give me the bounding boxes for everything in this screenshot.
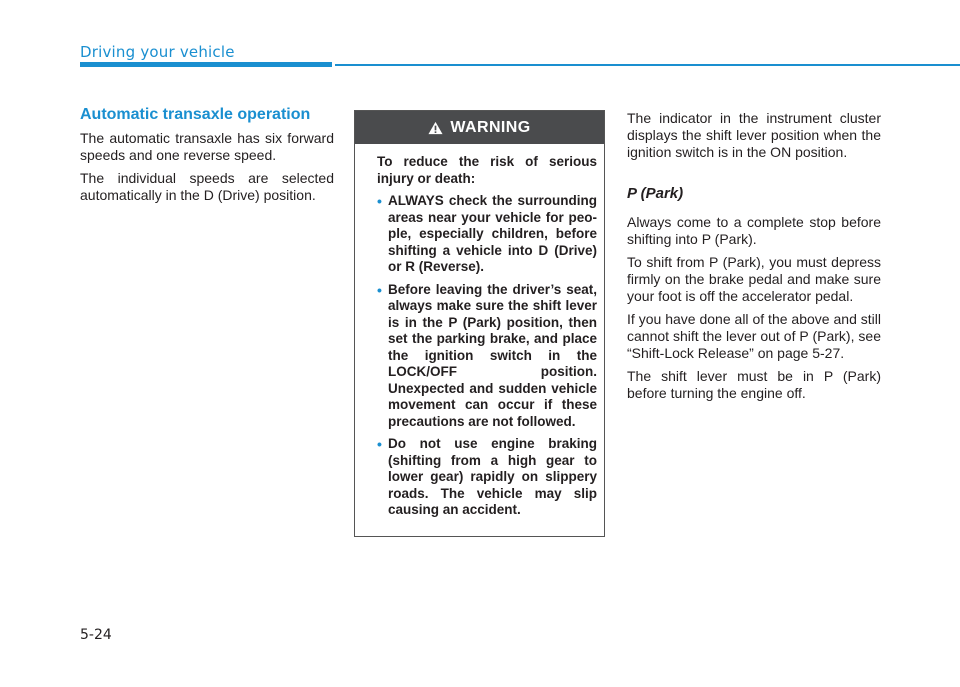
warning-item-text: ALWAYS check the surrounding areas near your vehicle for people, especially children, before shifting a vehicle into D (Drive) or R (Reverse). [388, 193, 597, 274]
warning-box [354, 110, 605, 537]
header-rule-thin [335, 64, 960, 66]
paragraph: The indicator in the instrument cluster displays the shift lever position when the ignition switch is in the ON position. [627, 110, 881, 160]
warning-item [377, 193, 597, 276]
bullet-icon: • [377, 436, 382, 452]
warning-triangle-icon [428, 121, 443, 135]
warning-item-text: Do not use engine braking (shifting from a high gear to lower gear) rapidly on slippery roads. The vehicle may slip causing an accident. [388, 436, 597, 517]
warning-list [377, 193, 597, 519]
warning-item [377, 436, 597, 519]
header-rule-thick [80, 62, 332, 67]
warning-item [377, 282, 597, 431]
left-column [80, 130, 334, 210]
section-title: Automatic transaxle operation [80, 106, 311, 123]
warning-header [355, 111, 604, 144]
paragraph: The individual speeds are selected automatically in the D (Drive) position. [80, 170, 334, 203]
right-column [627, 110, 881, 408]
bullet-icon: • [377, 281, 382, 298]
warning-item-text: Before leaving the driver’s seat, always make sure the shift lever is in the P (Park) position, then set the parking brake, and place the ignition switch in the LOCK/OFF position. Unexpected and sudden vehicle movement can occur if these precautions are not followed. [388, 281, 597, 429]
paragraph: To shift from P (Park), you must depress firmly on the brake pedal and make sure your foot is off the accelerator pedal. [627, 254, 881, 304]
sub-title: P (Park) [627, 185, 684, 202]
paragraph: If you have done all of the above and still cannot shift the lever out of P (Park), see “Shift-Lock Release” on page 5-27. [627, 311, 881, 361]
paragraph: Always come to a complete stop before shifting into P (Park). [627, 214, 881, 247]
header-title: Driving your vehicle [80, 43, 235, 61]
warning-label: WARNING [450, 118, 531, 136]
paragraph: The shift lever must be in P (Park) before turning the engine off. [627, 368, 881, 401]
warning-lead: To reduce the risk of serious injury or death: [377, 154, 597, 186]
paragraph: The automatic transaxle has six forward speeds and one reverse speed. [80, 130, 334, 163]
page-number: 5-24 [80, 627, 112, 643]
warning-body [355, 144, 604, 519]
bullet-icon: • [377, 193, 382, 209]
